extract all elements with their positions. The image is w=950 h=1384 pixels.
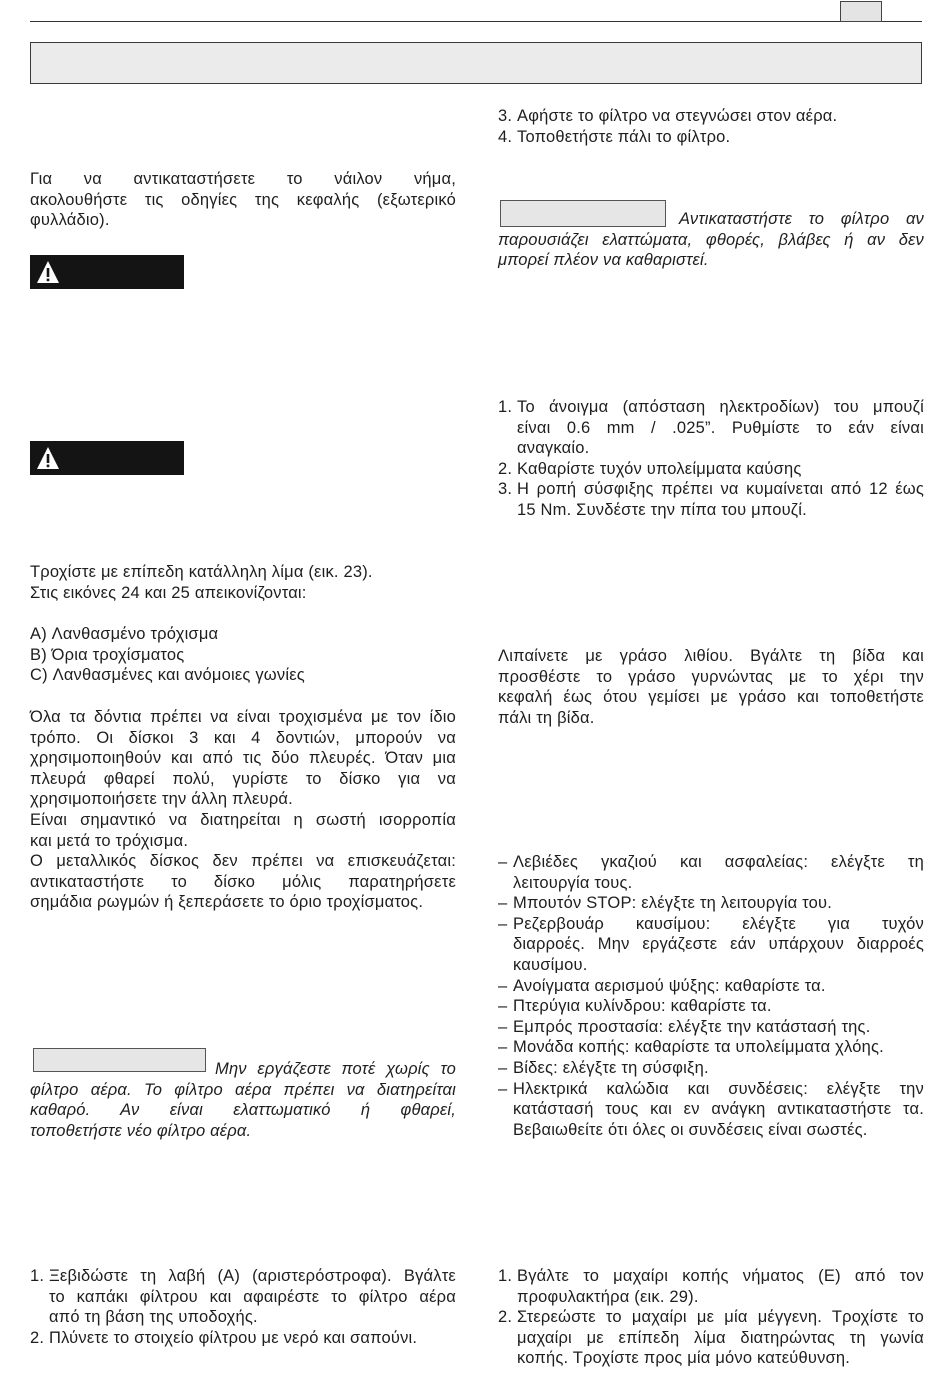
filter-replace-note: [498, 209, 924, 271]
text-line: Το άνοιγμα (απόσταση ηλεκτροδίων) του μπουζί: [517, 398, 924, 416]
list-marker: 3.: [498, 107, 513, 125]
list-marker: 1.: [30, 1267, 45, 1285]
text-line: Στερεώστε το μαχαίρι με μία μέγγενη. Τροχίστε το: [517, 1308, 924, 1327]
text-line: Ξεβιδώστε τη λαβή (A) (αριστερόστροφα). Βγάλτε: [49, 1267, 456, 1285]
text-line: Βγάλτε το μαχαίρι κοπής νήματος (Ε) από τον: [517, 1267, 924, 1285]
list-item: [498, 1307, 924, 1369]
text-line: προφυλακτήρα (εικ. 29).: [517, 1287, 699, 1306]
air-filter-note: [30, 1059, 456, 1141]
text-line: σημάδια ρωγμών ή ξεπεράσετε το όριο τροχίσματος.: [30, 893, 424, 912]
nylon-paragraph: [30, 169, 456, 231]
text-line: και μετά το τρόχισμα.: [30, 831, 189, 850]
warning-box: [30, 255, 184, 289]
list-marker: 2.: [498, 459, 513, 478]
text-line: αναγκαίο.: [517, 439, 590, 458]
text-line: Ο μεταλλικός δίσκος δεν πρέπει να επισκευάζεται:: [30, 852, 456, 871]
text-line: Τροχίστε με επίπεδη κατάλληλη λίμα (εικ. 23).: [30, 563, 373, 581]
text-line: Είναι σημαντικό να διατηρείται η σωστή ισορροπία: [30, 810, 456, 829]
text-line: Η ροπή σύσφιξης πρέπει να κυμαίνεται από 12 έως: [517, 480, 924, 499]
text-line: Λεβιέδες γκαζιού και ασφαλείας: ελέγξτε τη: [513, 853, 924, 871]
text-line: παρουσιάζει ελαττώματα, φθορές, βλάβες ή αν δεν: [498, 230, 924, 249]
list-item: [498, 1058, 924, 1079]
text-line: μπορεί πλέον να καθαριστεί.: [498, 251, 709, 270]
list-marker: –: [498, 976, 508, 995]
list-marker: 2.: [498, 1308, 513, 1327]
list-marker: 1.: [498, 398, 513, 416]
text-line: Πτερύγια κυλίνδρου: καθαρίστε τα.: [513, 997, 772, 1016]
text-line: χρησιμοποιηθούν και από τις δύο πλευρές. Όταν μια: [30, 749, 456, 768]
text-line: κεφαλή έως ότου γεμίσει με γράσο και τοποθετήστε: [498, 688, 924, 707]
text-line: το καπάκι φίλτρου και αφαιρέστε το φίλτρο αέρα: [49, 1287, 456, 1306]
text-line: πάλι τη βίδα.: [498, 708, 595, 727]
text-line: μαχαίρι με επίπεδη λίμα διατηρώντας τη γωνία: [517, 1328, 924, 1347]
list-item: [498, 1017, 924, 1038]
list-item: [498, 1079, 924, 1141]
list-marker: 4.: [498, 127, 513, 146]
text-line: χρησιμοποιήσετε την άλλη πλευρά.: [30, 790, 293, 809]
text-line: Όλα τα δόντια πρέπει να είναι τροχισμένα με τον ίδιο: [30, 708, 456, 726]
air-filter-steps: [30, 1266, 456, 1348]
list-marker: –: [498, 997, 508, 1016]
list-marker: –: [498, 914, 508, 933]
list-item: [498, 397, 924, 459]
text-line: διαρροές. Μην εργάζεστε εάν υπάρχουν διαρροές: [513, 935, 924, 954]
page-tab-box: [840, 1, 882, 22]
list-marker: 2.: [30, 1328, 45, 1347]
text-line: φυλλάδιο).: [30, 211, 110, 230]
text-line: Αντικαταστήστε το φίλτρο αν: [679, 210, 924, 228]
text-line: πλευρά φθαρεί πολύ, γυρίστε το δίσκο για να: [30, 769, 456, 788]
blade-sharpening-steps: [498, 1266, 924, 1369]
list-item: [30, 1328, 456, 1349]
text-line: Καθαρίστε τυχόν υπολείμματα καύσης: [517, 459, 802, 478]
list-marker: –: [498, 1058, 508, 1077]
list-marker: –: [498, 853, 508, 871]
list-item: [498, 1266, 924, 1307]
spark-plug-steps: [498, 397, 924, 521]
text-line: κατάστασή τους και εν ανάγκη αντικαταστήστε τα.: [513, 1100, 924, 1119]
text-line: Ρεζερβουάρ καυσίμου: ελέγξτε για τυχόν: [513, 914, 924, 933]
text-line: Πλύνετε το στοιχείο φίλτρου με νερό και σαπούνι.: [49, 1328, 418, 1347]
text-line: Για να αντικαταστήσετε το νάιλον νήμα,: [30, 170, 456, 188]
legend-item: B) Όρια τροχίσματος: [30, 645, 185, 664]
list-item: [30, 1266, 456, 1328]
list-item: [498, 893, 924, 914]
text-line: τρόπο. Οι δίσκοι 3 και 4 δοντιών, μπορούν να: [30, 728, 456, 747]
text-line: φίλτρο αέρα. Το φίλτρο αέρα πρέπει να διατηρείται: [30, 1080, 456, 1099]
text-line: Μπουτόν STOP: ελέγξτε τη λειτουργία του.: [513, 894, 833, 913]
teeth-paragraphs: [30, 707, 456, 913]
list-item: [498, 976, 924, 997]
list-marker: 1.: [498, 1267, 513, 1285]
periodic-checks-list: [498, 852, 924, 1140]
air-filter-steps-continued: [498, 106, 924, 147]
list-item: [498, 127, 924, 148]
text-line: Αφήστε το φίλτρο να στεγνώσει στον αέρα.: [517, 107, 838, 125]
list-marker: –: [498, 1017, 508, 1036]
text-line: Μονάδα κοπής: καθαρίστε τα υπολείμματα χλόης.: [513, 1038, 884, 1057]
text-line: καθαρό. Αν είναι ελαττωματικό ή φθαρεί,: [30, 1101, 456, 1120]
warning-box: [30, 441, 184, 475]
text-line: καυσίμου.: [513, 955, 588, 974]
text-line: προσθέστε το γράσο γυρνώντας με το χέρι την: [498, 667, 924, 686]
text-line: Ανοίγματα αερισμού ψύξης: καθαρίστε τα.: [513, 976, 826, 995]
list-item: [498, 852, 924, 893]
paragraph: [30, 707, 456, 810]
sharpening-intro: [30, 562, 456, 603]
list-item: [498, 914, 924, 976]
text-line: Βεβαιωθείτε ότι όλες οι συνδέσεις είναι σωστές.: [513, 1120, 868, 1139]
warning-triangle-icon: [36, 260, 60, 284]
list-item: [498, 996, 924, 1017]
text-line: Τοποθετήστε πάλι το φίλτρο.: [517, 127, 731, 146]
list-marker: –: [498, 1079, 508, 1098]
paragraph: [30, 810, 456, 851]
legend-item: C) Λανθασμένες και ανόμοιες γωνίες: [30, 666, 305, 685]
warning-triangle-icon: [36, 446, 60, 470]
text-line: τοποθετήστε νέο φίλτρο αέρα.: [30, 1121, 252, 1140]
text-line: Ηλεκτρικά καλώδια και συνδέσεις: ελέγξτε την: [513, 1079, 924, 1098]
text-line: 15 Nm. Συνδέστε την πίπα του μπουζί.: [517, 500, 807, 519]
text-line: Στις εικόνες 24 και 25 απεικονίζονται:: [30, 583, 307, 602]
list-marker: 3.: [498, 480, 513, 499]
text-line: Λιπαίνετε με γράσο λιθίου. Βγάλτε τη βίδα και: [498, 647, 924, 665]
header-rule: [30, 21, 922, 22]
list-item: [498, 106, 924, 127]
paragraph: [30, 851, 456, 913]
text-line: είναι 0.6 mm / .025”. Ρυθμίστε το εάν είναι: [517, 418, 924, 437]
text-line: Μην εργάζεστε ποτέ χωρίς το: [215, 1060, 456, 1078]
gearbox-grease-paragraph: [498, 646, 924, 728]
text-line: ακολουθήστε τις οδηγίες της κεφαλής (εξωτερικό: [30, 190, 456, 209]
list-marker: –: [498, 1038, 508, 1057]
list-item: [498, 1037, 924, 1058]
list-item: [498, 459, 924, 480]
section-banner: [30, 42, 922, 84]
figure-legend: [30, 624, 456, 686]
text-line: αντικαταστήστε το δίσκο μόλις παρατηρήσετε: [30, 872, 456, 891]
text-line: κοπής. Τροχίστε προς μία μόνο κατεύθυνση.: [517, 1349, 851, 1368]
list-marker: –: [498, 894, 508, 913]
text-line: από τη βάση της υποδοχής.: [49, 1308, 258, 1327]
text-line: λειτουργία τους.: [513, 873, 633, 892]
text-line: Εμπρός προστασία: ελέγξτε την κατάστασή της.: [513, 1017, 871, 1036]
legend-item: A) Λανθασμένο τρόχισμα: [30, 625, 219, 643]
text-line: Βίδες: ελέγξτε τη σύσφιξη.: [513, 1058, 709, 1077]
list-item: [498, 479, 924, 520]
